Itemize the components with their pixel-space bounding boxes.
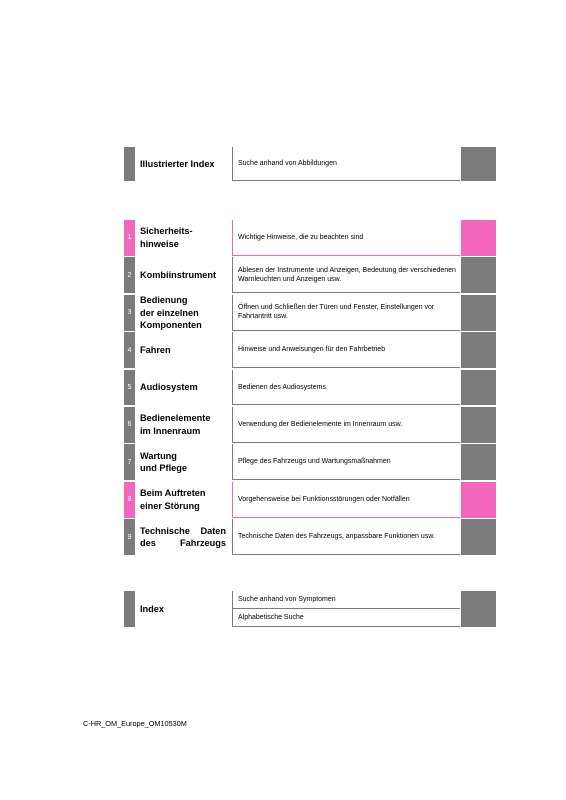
thumb-tab: [461, 482, 496, 518]
chapter-row-6[interactable]: [124, 407, 496, 443]
chapter-number: 5: [124, 370, 135, 406]
chapter-title-text: Audiosystem: [140, 382, 198, 393]
chapter-title: [140, 295, 230, 331]
chapter-title-text: Beim Auftreten einer Störung: [140, 488, 206, 511]
chapter-description: Pflege des Fahrzeugs und Wartungsmaßnahmen: [232, 444, 460, 480]
chapter-row-4[interactable]: [124, 332, 496, 368]
index-entry-symptoms[interactable]: [232, 591, 496, 609]
chapter-title: [140, 482, 230, 518]
chapter-description: Vorgehensweise bei Funktionsstörungen oder Notfällen: [232, 482, 460, 518]
chapter-number: 8: [124, 482, 135, 518]
thumb-tab: [461, 407, 496, 443]
section-marker: [124, 591, 135, 627]
chapter-title: [140, 370, 230, 406]
chapter-row-3[interactable]: [124, 295, 496, 331]
index-entry-label: Alphabetische Suche: [232, 609, 460, 627]
chapter-description: Technische Daten des Fahrzeugs, anpassbare Funktionen usw.: [232, 519, 460, 555]
thumb-tab: [461, 591, 496, 609]
chapter-description: Wichtige Hinweise, die zu beachten sind: [232, 220, 460, 256]
chapter-number: 9: [124, 519, 135, 555]
chapter-title: [140, 444, 230, 480]
chapter-description: Öffnen und Schließen der Türen und Fenster, Einstellungen vor Fahrtantritt usw.: [232, 295, 460, 331]
chapter-title: [140, 407, 230, 443]
thumb-tab: [461, 332, 496, 368]
chapter-title-text: Wartung und Pflege: [140, 450, 187, 474]
chapter-number: 2: [124, 257, 135, 293]
chapter-title-text: Kombiinstrument: [140, 270, 217, 281]
chapter-number: 6: [124, 407, 135, 443]
chapter-title-text: Technische Daten des Fahrzeugs: [140, 525, 226, 549]
thumb-tab: [461, 220, 496, 256]
chapter-title: [140, 220, 230, 256]
chapter-row-2[interactable]: [124, 257, 496, 293]
thumb-tab: [461, 444, 496, 480]
chapter-title-text: Sicherheits- hinweise: [140, 226, 193, 249]
index-title: Index: [140, 603, 164, 614]
index-entry-label: Suche anhand von Symptomen: [232, 591, 460, 609]
section-marker: [124, 147, 135, 181]
chapter-number: 7: [124, 444, 135, 480]
thumb-tab: [461, 295, 496, 331]
thumb-tab: [461, 147, 496, 181]
chapter-description: Verwendung der Bedienelemente im Innenraum usw.: [232, 407, 460, 443]
illustrated-index-row[interactable]: [124, 147, 496, 181]
chapter-row-8[interactable]: [124, 482, 496, 518]
chapter-title: [140, 257, 230, 293]
chapter-row-5[interactable]: [124, 370, 496, 406]
chapter-title-text: Fahren: [140, 344, 171, 355]
thumb-tab: [461, 257, 496, 293]
document-code: C-HR_OM_Europe_OM10530M: [83, 719, 187, 728]
chapter-description: Ablesen der Instrumente und Anzeigen, Bedeutung der verschiedenen Warnleuchten und Anzeigen usw.: [232, 257, 460, 293]
chapter-description: Hinweise und Anweisungen für den Fahrbetrieb: [232, 332, 460, 368]
chapter-title: [140, 332, 230, 368]
chapter-number: 4: [124, 332, 135, 368]
chapter-title: [140, 519, 230, 555]
illustrated-index-title: Illustrierter Index: [140, 158, 215, 169]
chapter-number: 3: [124, 295, 135, 331]
index-row[interactable]: [124, 591, 496, 627]
chapter-description: Bedienen des Audiosystems: [232, 370, 460, 406]
chapter-number: 1: [124, 220, 135, 256]
index-entry-alphabetical[interactable]: [232, 609, 496, 627]
chapter-row-7[interactable]: [124, 444, 496, 480]
thumb-tab: [461, 370, 496, 406]
chapter-row-9[interactable]: [124, 519, 496, 555]
thumb-tab: [461, 519, 496, 555]
chapter-title-text: Bedienelemente im Innenraum: [140, 413, 211, 436]
thumb-tab: [461, 609, 496, 627]
chapter-title-text: Bedienung der einzelnen Komponenten: [140, 295, 202, 330]
illustrated-index-description: Suche anhand von Abbildungen: [232, 147, 460, 181]
chapter-row-1[interactable]: [124, 220, 496, 256]
